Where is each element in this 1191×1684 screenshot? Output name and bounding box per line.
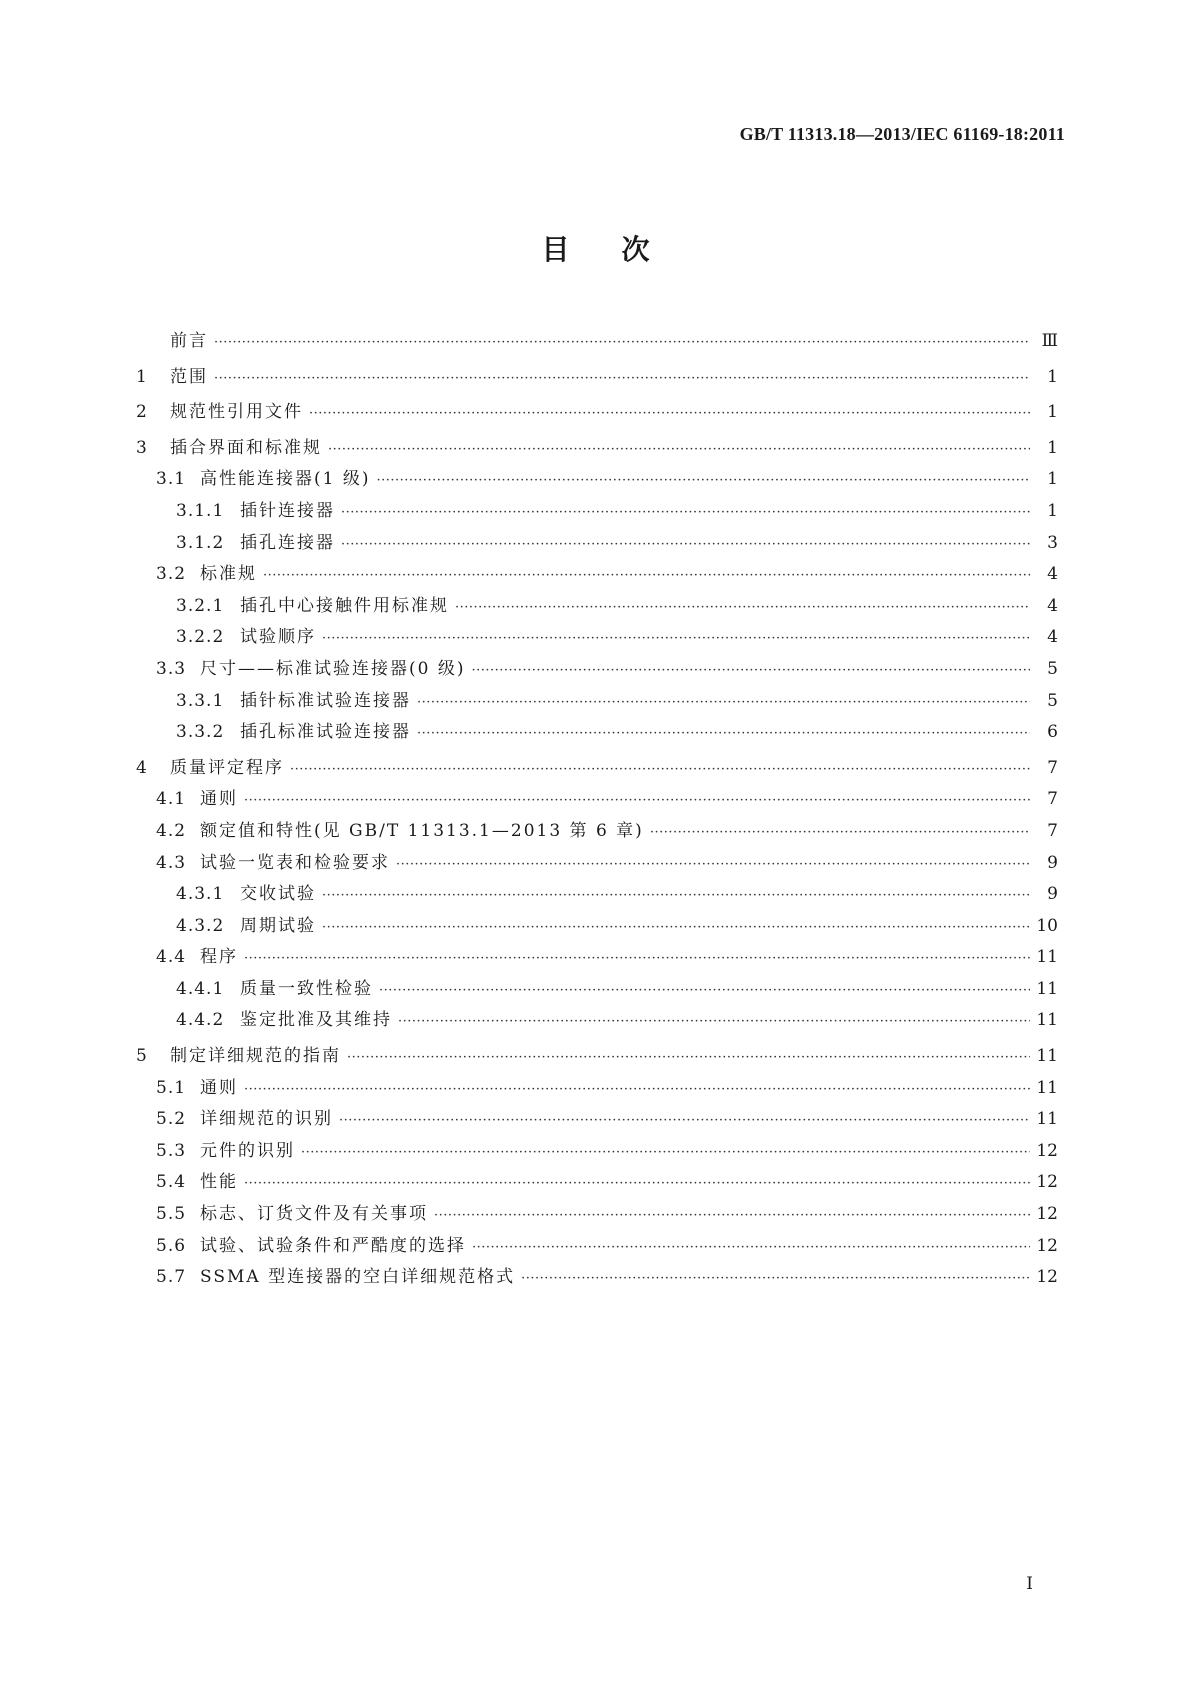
toc-dot-leader: [322, 631, 1030, 646]
toc-dot-leader: [379, 983, 1030, 998]
toc-entry-label: 额定值和特性(见 GB/T 11313.1—2013 第 6 章): [200, 820, 644, 841]
toc-entry[interactable]: [136, 1041, 1058, 1073]
toc-entry-page: 12: [1036, 1140, 1058, 1161]
toc-entry-label: 详细规范的识别: [200, 1109, 333, 1130]
toc-entry[interactable]: [136, 464, 1058, 496]
toc-entry-number: 4.2: [156, 820, 187, 841]
toc-entry[interactable]: [136, 326, 1058, 358]
toc-dot-leader: [376, 473, 1030, 488]
standard-number-header: GB/T 11313.18—2013/IEC 61169-18:2011: [739, 124, 1065, 144]
toc-entry-number: 4.1: [156, 789, 187, 810]
toc-entry[interactable]: [136, 879, 1058, 911]
toc-dot-leader: [263, 568, 1030, 583]
toc-dot-leader: [322, 920, 1030, 935]
toc-entry[interactable]: [136, 622, 1058, 654]
toc-entry-label: 元件的识别: [200, 1140, 295, 1161]
toc-entry-page: 9: [1047, 852, 1058, 873]
toc-dot-leader: [396, 857, 1030, 872]
toc-entry-page: 11: [1036, 947, 1058, 968]
toc-entry-number: 4.4.1: [176, 978, 225, 999]
toc-entry-page: 7: [1047, 789, 1058, 810]
toc-entry-page: 12: [1036, 1204, 1058, 1225]
toc-entry-page: 1: [1047, 402, 1058, 423]
page-title: 目次: [541, 233, 702, 266]
toc-entry-number: 3.3.1: [176, 690, 225, 711]
table-of-contents: [136, 326, 1058, 1294]
toc-dot-leader: [434, 1208, 1030, 1223]
toc-dot-leader: [244, 793, 1030, 808]
toc-entry-page: 12: [1036, 1235, 1058, 1256]
toc-entry-page: 4: [1047, 627, 1058, 648]
toc-entry-page: 12: [1036, 1172, 1058, 1193]
toc-entry-number: 3.2: [156, 564, 187, 585]
toc-dot-leader: [417, 726, 1030, 741]
toc-entry-page: 1: [1047, 469, 1058, 490]
toc-entry-number: 4.3.2: [176, 915, 225, 936]
toc-entry-number: 5.7: [156, 1267, 187, 1288]
toc-entry-label: 插孔中心接触件用标准规: [240, 595, 449, 616]
toc-entry[interactable]: [136, 591, 1058, 623]
toc-entry-page: 3: [1047, 532, 1058, 553]
toc-entry-page: 6: [1047, 722, 1058, 743]
toc-entry-page: 1: [1047, 366, 1058, 387]
toc-entry[interactable]: [136, 362, 1058, 394]
toc-dot-leader: [244, 951, 1030, 966]
toc-entry-label: SSMA 型连接器的空白详细规范格式: [200, 1267, 516, 1288]
toc-entry[interactable]: [136, 686, 1058, 718]
toc-dot-leader: [398, 1014, 1030, 1029]
toc-dot-leader: [301, 1145, 1030, 1160]
toc-entry-number: 4.3: [156, 852, 187, 873]
toc-entry-number: 3.2.1: [176, 595, 225, 616]
toc-entry-number: 3.1.2: [176, 532, 225, 553]
toc-dot-leader: [341, 505, 1030, 520]
toc-entry-page: 11: [1036, 1077, 1058, 1098]
toc-entry-number: 5.5: [156, 1204, 187, 1225]
toc-entry-page: 11: [1036, 1109, 1058, 1130]
toc-entry-label: 高性能连接器(1 级): [200, 469, 371, 490]
toc-entry-number: 4: [136, 757, 148, 778]
toc-entry[interactable]: [136, 559, 1058, 591]
page-number: I: [1026, 1574, 1033, 1594]
toc-entry-page: 5: [1047, 690, 1058, 711]
toc-entry-number: 3: [136, 437, 148, 458]
toc-entry[interactable]: [136, 753, 1058, 785]
toc-entry-label: 通则: [200, 1077, 238, 1098]
toc-dot-leader: [455, 600, 1030, 615]
toc-entry-page: 11: [1036, 1046, 1058, 1067]
toc-dot-leader: [322, 888, 1030, 903]
toc-entry-number: 3.1.1: [176, 500, 225, 521]
toc-dot-leader: [339, 1113, 1030, 1128]
toc-dot-leader: [214, 371, 1030, 386]
toc-entry-page: 11: [1036, 978, 1058, 999]
toc-entry[interactable]: [136, 911, 1058, 943]
toc-entry-page: 1: [1047, 500, 1058, 521]
toc-entry-label: 制定详细规范的指南: [170, 1046, 341, 1067]
toc-entry-page: 5: [1047, 658, 1058, 679]
toc-entry-number: 5.2: [156, 1109, 187, 1130]
toc-dot-leader: [521, 1271, 1030, 1286]
toc-entry-label: 范围: [170, 366, 208, 387]
toc-dot-leader: [471, 663, 1030, 678]
toc-entry-number: 3.3.2: [176, 722, 225, 743]
toc-dot-leader: [328, 442, 1030, 457]
toc-entry-page: 1: [1047, 437, 1058, 458]
toc-entry-number: 3.2.2: [176, 627, 225, 648]
toc-entry-label: 试验、试验条件和严酷度的选择: [200, 1235, 466, 1256]
toc-entry-label: 性能: [200, 1172, 238, 1193]
toc-entry[interactable]: [136, 1262, 1058, 1294]
toc-entry-page: 10: [1036, 915, 1058, 936]
toc-dot-leader: [347, 1050, 1030, 1065]
toc-entry-label: 试验顺序: [240, 627, 316, 648]
toc-entry-label: 程序: [200, 947, 238, 968]
toc-entry-label: 周期试验: [240, 915, 316, 936]
toc-entry-label: 插针标准试验连接器: [240, 690, 411, 711]
toc-entry-page: 9: [1047, 884, 1058, 905]
toc-entry-page: 7: [1047, 820, 1058, 841]
toc-dot-leader: [341, 537, 1030, 552]
toc-dot-leader: [244, 1082, 1030, 1097]
toc-entry-label: 插合界面和标准规: [170, 437, 322, 458]
toc-entry[interactable]: [136, 1231, 1058, 1263]
toc-entry-label: 鉴定批准及其维持: [240, 1010, 392, 1031]
toc-entry[interactable]: [136, 848, 1058, 880]
toc-entry-page: 4: [1047, 595, 1058, 616]
toc-dot-leader: [472, 1240, 1030, 1255]
toc-entry-label: 插针连接器: [240, 500, 335, 521]
toc-entry-number: 4.3.1: [176, 884, 225, 905]
toc-entry[interactable]: [136, 1005, 1058, 1037]
toc-dot-leader: [214, 335, 1030, 350]
toc-dot-leader: [244, 1176, 1030, 1191]
toc-entry[interactable]: [136, 397, 1058, 429]
toc-entry[interactable]: [136, 784, 1058, 816]
toc-entry[interactable]: [136, 942, 1058, 974]
toc-entry-page: Ⅲ: [1041, 331, 1058, 351]
toc-entry-number: 3.3: [156, 658, 187, 679]
toc-entry[interactable]: [136, 974, 1058, 1006]
toc-entry[interactable]: [136, 496, 1058, 528]
toc-entry-number: 2: [136, 402, 148, 423]
toc-entry-label: 插孔标准试验连接器: [240, 722, 411, 743]
toc-entry[interactable]: [136, 654, 1058, 686]
toc-entry-number: 5.3: [156, 1140, 187, 1161]
toc-entry-label: 试验一览表和检验要求: [200, 852, 390, 873]
toc-entry-number: 1: [136, 366, 148, 387]
toc-entry[interactable]: [136, 816, 1058, 848]
toc-entry-number: 5: [136, 1046, 148, 1067]
toc-entry-number: 4.4.2: [176, 1010, 225, 1031]
toc-dot-leader: [417, 695, 1030, 710]
toc-entry-number: 5.6: [156, 1235, 187, 1256]
toc-entry[interactable]: [136, 1104, 1058, 1136]
toc-entry-label: 标志、订货文件及有关事项: [200, 1204, 428, 1225]
toc-entry-number: 4.4: [156, 947, 187, 968]
toc-entry-label: 插孔连接器: [240, 532, 335, 553]
toc-entry-label: 质量一致性检验: [240, 978, 373, 999]
toc-dot-leader: [309, 406, 1030, 421]
toc-entry-page: 12: [1036, 1267, 1058, 1288]
toc-entry-label: 标准规: [200, 564, 257, 585]
toc-entry[interactable]: [136, 433, 1058, 465]
toc-dot-leader: [650, 825, 1030, 840]
toc-entry-label: 前言: [170, 331, 208, 351]
toc-entry-label: 规范性引用文件: [170, 402, 303, 423]
toc-entry-page: 4: [1047, 564, 1058, 585]
toc-entry-label: 通则: [200, 789, 238, 810]
toc-entry-number: 5.4: [156, 1172, 187, 1193]
toc-entry[interactable]: [136, 717, 1058, 749]
toc-entry[interactable]: [136, 1136, 1058, 1168]
toc-entry-page: 7: [1047, 757, 1058, 778]
toc-entry-label: 质量评定程序: [170, 757, 284, 778]
toc-entry[interactable]: [136, 1199, 1058, 1231]
toc-entry[interactable]: [136, 1167, 1058, 1199]
toc-dot-leader: [290, 762, 1030, 777]
toc-entry-label: 交收试验: [240, 884, 316, 905]
toc-entry-number: 3.1: [156, 469, 187, 490]
toc-entry-label: 尺寸——标准试验连接器(0 级): [200, 658, 466, 679]
toc-entry[interactable]: [136, 1073, 1058, 1105]
toc-entry-page: 11: [1036, 1010, 1058, 1031]
toc-entry[interactable]: [136, 528, 1058, 560]
toc-entry-number: 5.1: [156, 1077, 187, 1098]
